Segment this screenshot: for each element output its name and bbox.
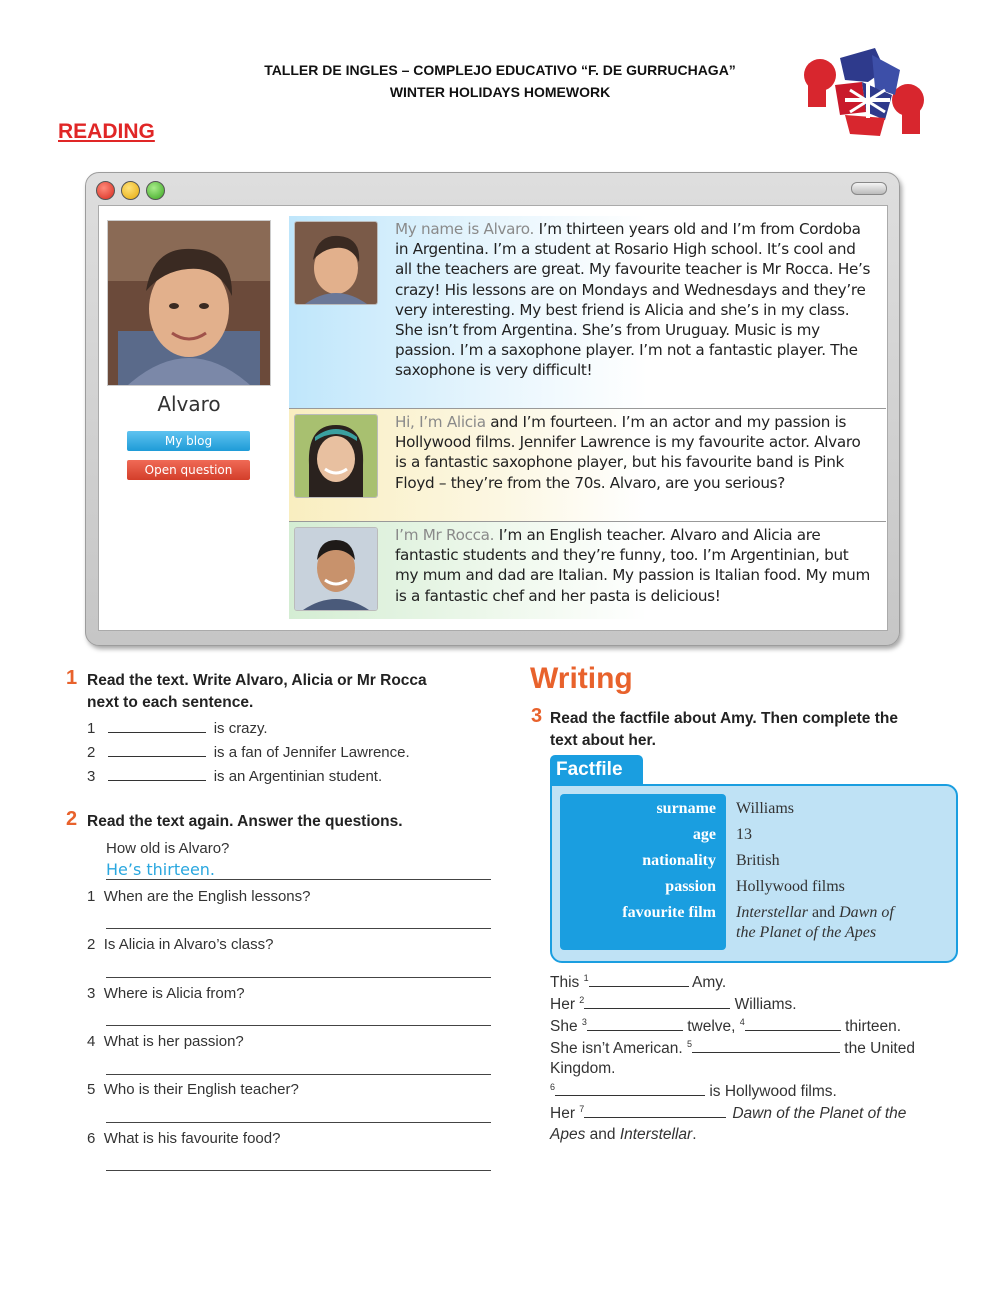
writing-line-8 (550, 1126, 697, 1144)
text-part: She isn’t American. (550, 1040, 687, 1058)
exercise-1-item (87, 720, 268, 737)
exercise-3-instruction-line1: Read the factfile about Amy. Then complete the (550, 710, 898, 727)
question-row (87, 888, 310, 905)
gap-blank[interactable] (587, 1030, 683, 1031)
writing-line-6 (550, 1082, 837, 1101)
example-answer-line (106, 879, 491, 880)
writing-title: Writing (530, 662, 633, 695)
question-number: 1 (87, 888, 96, 905)
gap-blank[interactable] (692, 1052, 840, 1053)
maximize-dot-icon (146, 181, 165, 200)
item-text: is crazy. (213, 720, 268, 737)
fact-value: 13 (736, 826, 752, 843)
header-line-2: WINTER HOLIDAYS HOMEWORK (389, 84, 611, 100)
exercise-1-instruction-line1: Read the text. Write Alvaro, Alicia or Mr Rocca (87, 672, 427, 689)
post-body: I’m an English teacher. Alvaro and Alicia are fantastic students and they’re funny, too. I’m Argentinian, but my mum and dad are Italian. My passion is Italian food. My mum is a fantastic chef and her pasta is delicious! (395, 526, 870, 605)
question-row (87, 985, 245, 1002)
text-part: and (585, 1126, 620, 1143)
exercise-2-number: 2 (66, 808, 78, 830)
item-number: 3 (87, 768, 96, 785)
gap-number: 3 (581, 1017, 587, 1027)
question-row (87, 1130, 280, 1147)
alicia-thumbnail (294, 414, 378, 498)
answer-line[interactable] (106, 928, 491, 929)
gap-blank[interactable] (589, 986, 689, 987)
gap-blank[interactable] (745, 1030, 841, 1031)
example-question: How old is Alvaro? (106, 840, 230, 857)
gap-number: 4 (739, 1017, 745, 1027)
question-text: When are the English lessons? (103, 888, 311, 905)
gap-number: 2 (579, 995, 585, 1005)
exercise-3-instruction-line2: text about her. (550, 732, 656, 749)
text-part: She (550, 1018, 582, 1036)
exercise-1-instruction-line2: next to each sentence. (87, 694, 254, 711)
writing-line-5: Kingdom. (550, 1060, 616, 1077)
post-lead: Hi, I’m Alicia (395, 413, 486, 431)
answer-line[interactable] (106, 1074, 491, 1075)
item-text: is an Argentinian student. (213, 768, 383, 785)
post-mr-rocca (289, 522, 886, 619)
gap-number: 1 (583, 973, 589, 983)
fact-key: nationality (642, 852, 716, 869)
profile-name: Alvaro (157, 392, 221, 416)
question-number: 2 (87, 936, 96, 953)
gap-blank[interactable] (555, 1095, 705, 1096)
fact-value-part: Interstellar (736, 904, 808, 921)
fact-value (736, 904, 894, 922)
answer-blank[interactable] (108, 780, 206, 781)
exercise-2-instruction: Read the text again. Answer the questions. (87, 813, 403, 830)
question-number: 6 (87, 1130, 96, 1147)
close-dot-icon (96, 181, 115, 200)
post-alvaro (289, 216, 886, 409)
text-part: Amy. (688, 974, 727, 992)
factfile-tab: Factfile (550, 755, 643, 785)
text-part: twelve, (682, 1018, 740, 1036)
question-text: Where is Alicia from? (103, 985, 245, 1002)
text-part: thirteen. (840, 1018, 902, 1036)
fact-value: Williams (736, 800, 795, 817)
post-text (395, 219, 875, 381)
item-text: is a fan of Jennifer Lawrence. (213, 744, 410, 761)
text-part: Her (550, 1105, 580, 1123)
fact-value: British (736, 852, 780, 869)
fact-value: Hollywood films (736, 878, 845, 895)
writing-line-4 (550, 1039, 915, 1058)
fact-key: passion (665, 878, 716, 895)
answer-line[interactable] (106, 1025, 491, 1026)
text-part: This (550, 974, 584, 992)
exercise-1-item (87, 768, 382, 785)
writing-line-3 (550, 1017, 901, 1036)
writing-line-1 (550, 973, 726, 992)
post-text (395, 525, 875, 606)
writing-line-7 (550, 1104, 906, 1123)
question-number: 5 (87, 1081, 96, 1098)
post-lead: I’m Mr Rocca. (395, 526, 495, 544)
text-part: Her (550, 996, 580, 1014)
question-text: What is his favourite food? (103, 1130, 281, 1147)
question-row (87, 1081, 299, 1098)
answer-blank[interactable] (108, 732, 206, 733)
text-part: Dawn of the Planet of the (732, 1105, 907, 1123)
alvaro-profile-photo (107, 220, 271, 386)
my-blog-button[interactable]: My blog (127, 431, 250, 451)
minimize-dot-icon (121, 181, 140, 200)
fact-key: surname (656, 800, 716, 817)
writing-line-2 (550, 995, 797, 1014)
text-part: Apes (550, 1126, 586, 1143)
text-part: Interstellar (619, 1126, 693, 1143)
header-line-1: TALLER DE INGLES – COMPLEJO EDUCATIVO “F. DE GURRUCHAGA” (264, 62, 736, 78)
gap-blank[interactable] (584, 1008, 730, 1009)
question-text: Who is their English teacher? (103, 1081, 299, 1098)
text-part: the United (840, 1040, 915, 1058)
window-control-icon (851, 182, 887, 195)
english-puzzle-logo (800, 40, 930, 140)
post-alicia (289, 409, 886, 522)
answer-line[interactable] (106, 1122, 491, 1123)
text-part: is Hollywood films. (705, 1083, 837, 1101)
open-question-button[interactable]: Open question (127, 460, 250, 480)
question-text: What is her passion? (103, 1033, 244, 1050)
fact-value-part: and (808, 904, 840, 921)
exercise-1-item (87, 744, 410, 761)
answer-line[interactable] (106, 977, 491, 978)
post-lead: My name is Alvaro. (395, 220, 535, 238)
item-number: 2 (87, 744, 96, 761)
mr-rocca-thumbnail (294, 527, 378, 611)
post-body: I’m thirteen years old and I’m from Cordoba in Argentina. I’m a student at Rosario High school. It’s cool and all the teachers are great. My favourite teacher is Mr Rocca. He’s crazy! His lessons are on Mondays and Wednesdays and they’re very interesting. My best friend is Alicia and she’s in my class. She isn’t from Argentina. She’s from Uruguay. Music is my passion. I’m a saxophone player. I’m not a fantastic player. The saxophone is very difficult! (395, 220, 871, 380)
alvaro-thumbnail (294, 221, 378, 305)
example-answer: He’s thirteen. (106, 860, 216, 879)
question-text: Is Alicia in Alvaro’s class? (103, 936, 274, 953)
gap-number: 5 (686, 1039, 692, 1049)
question-row (87, 936, 274, 953)
answer-line[interactable] (106, 1170, 491, 1171)
reading-title: READING (58, 120, 155, 143)
gap-blank[interactable] (584, 1117, 726, 1118)
fact-value: the Planet of the Apes (736, 924, 877, 941)
browser-window (85, 172, 900, 646)
fact-key: favourite film (622, 904, 716, 921)
gap-number: 7 (579, 1104, 585, 1114)
fact-key: age (692, 826, 716, 843)
question-row (87, 1033, 244, 1050)
item-number: 1 (87, 720, 96, 737)
factfile-keys-panel (560, 794, 726, 950)
post-body: and I’m fourteen. I’m an actor and my passion is Hollywood films. Jennifer Lawrence is my favourite actor. Alvaro is a fantastic saxophone player, but his favourite band is Pink Floyd – they’re from the 70s. Alvaro, are you serious? (395, 413, 861, 492)
fact-value-part: Dawn of (839, 904, 894, 921)
factfile-box (550, 784, 958, 963)
text-part: . (692, 1126, 697, 1143)
answer-blank[interactable] (108, 756, 206, 757)
gap-number: 6 (550, 1082, 556, 1092)
question-number: 3 (87, 985, 96, 1002)
text-part: Williams. (730, 996, 797, 1014)
post-text (395, 412, 875, 493)
question-number: 4 (87, 1033, 96, 1050)
exercise-3-number: 3 (531, 705, 543, 727)
exercise-1-number: 1 (66, 667, 78, 689)
browser-content (98, 205, 888, 631)
